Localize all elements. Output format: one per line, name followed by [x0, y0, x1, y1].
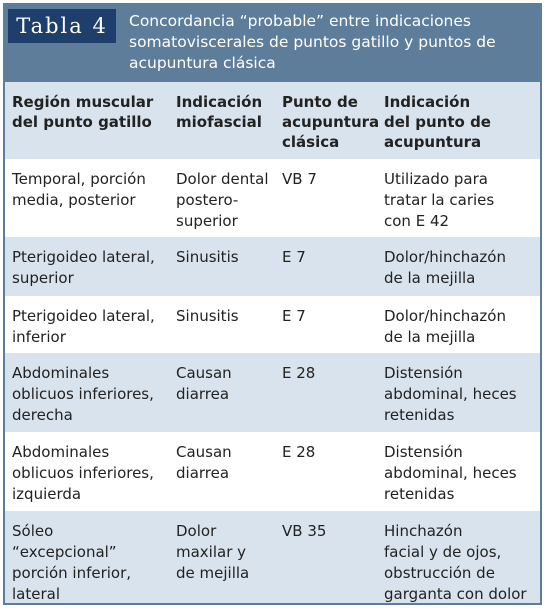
cell-acupuncture-indication: Distensión abdominal, heces retenidas: [384, 443, 517, 503]
cell-myofascial: Causan diarrea: [176, 443, 232, 482]
cell-acupuncture-indication: Dolor/hinchazón de la mejilla: [384, 307, 506, 346]
cell-acupuncture-point: E 7: [282, 307, 306, 325]
cell-myofascial: Causan diarrea: [176, 364, 232, 403]
table-row: [5, 434, 540, 513]
cell-myofascial: Dolor maxilar y de mejilla: [176, 522, 250, 582]
table-label: Tabla 4: [8, 9, 116, 43]
cell-myofascial: Sinusitis: [176, 307, 239, 325]
cell-muscle-region: Pterigoideo lateral, inferior: [12, 307, 155, 346]
cell-acupuncture-indication: Distensión abdominal, heces retenidas: [384, 364, 517, 424]
header-acupuncture-point: Punto de acupuntura clásica: [282, 93, 380, 151]
table-frame: [3, 3, 542, 605]
header-muscle-region: Región muscular del punto gatillo: [12, 93, 154, 131]
cell-acupuncture-point: VB 35: [282, 522, 327, 540]
table-header: [5, 5, 540, 82]
cell-muscle-region: Sóleo “excepcional” porción inferior, lateral: [12, 522, 132, 603]
table-row: [5, 161, 540, 239]
cell-muscle-region: Temporal, porción media, posterior: [12, 170, 146, 209]
cell-muscle-region: Pterigoideo lateral, superior: [12, 248, 155, 287]
cell-acupuncture-indication: Dolor/hinchazón de la mejilla: [384, 248, 506, 287]
table-row: [5, 298, 540, 355]
cell-myofascial: Sinusitis: [176, 248, 239, 266]
column-headers: [5, 82, 540, 161]
cell-acupuncture-point: VB 7: [282, 170, 317, 188]
cell-muscle-region: Abdominales oblicuos inferiores, derecha: [12, 364, 154, 424]
table-row: [5, 513, 540, 605]
cell-acupuncture-point: E 28: [282, 364, 316, 382]
cell-acupuncture-point: E 7: [282, 248, 306, 266]
table-title: Concordancia “probable” entre indicaciones somatoviscerales de puntos gatillo y puntos de acupuntura clásica: [129, 12, 496, 72]
table-row: [5, 239, 540, 298]
cell-muscle-region: Abdominales oblicuos inferiores, izquierda: [12, 443, 154, 503]
header-myofascial: Indicación miofascial: [176, 93, 263, 131]
cell-acupuncture-indication: Hinchazón facial y de ojos, obstrucción de garganta con dolor: [384, 522, 527, 603]
cell-myofascial: Dolor dental postero- superior: [176, 170, 269, 230]
cell-acupuncture-indication: Utilizado para tratar la caries con E 42: [384, 170, 495, 230]
cell-acupuncture-point: E 28: [282, 443, 316, 461]
header-acupuncture-indication: Indicación del punto de acupuntura: [384, 93, 491, 151]
table-row: [5, 355, 540, 434]
